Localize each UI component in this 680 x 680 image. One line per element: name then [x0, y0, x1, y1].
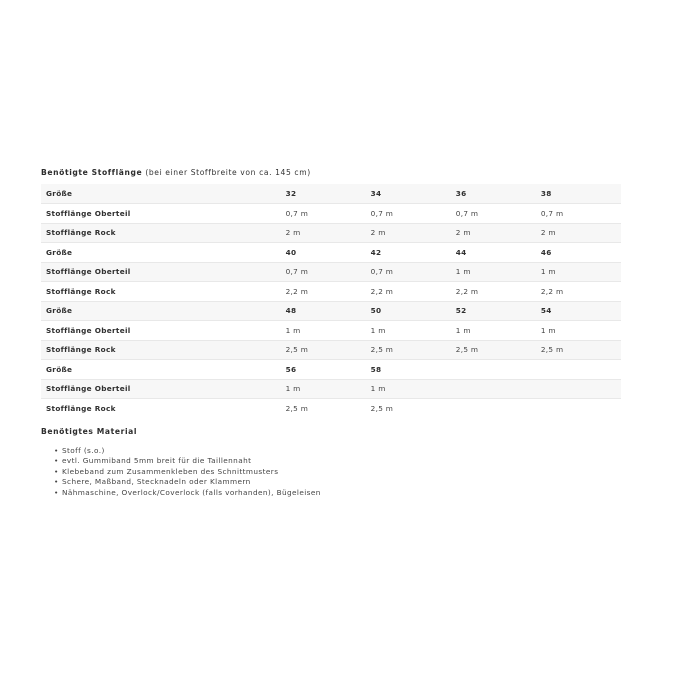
table-row [41, 379, 621, 399]
row-label: Größe [41, 301, 281, 321]
table-body [41, 184, 621, 418]
length-cell: 2,2 m [366, 282, 451, 302]
size-cell: 46 [536, 243, 621, 263]
row-label: Stofflänge Oberteil [41, 262, 281, 282]
list-item [54, 456, 621, 466]
length-cell: 2 m [281, 223, 366, 243]
size-cell: 36 [455, 189, 467, 198]
row-label: Stofflänge Rock [41, 223, 281, 243]
length-cell: 1 m [281, 379, 366, 399]
list-item [54, 488, 621, 498]
size-cell: 56 [281, 360, 366, 380]
length-cell [451, 379, 536, 399]
length-cell: 0,7 m [281, 204, 366, 224]
list-item [54, 446, 621, 456]
length-cell: 2,5 m [281, 399, 366, 419]
row-label: Stofflänge Rock [41, 340, 281, 360]
table-row [41, 204, 621, 224]
list-item [54, 467, 621, 477]
length-cell: 1 m [366, 379, 451, 399]
length-cell: 0,7 m [281, 262, 366, 282]
length-cell: 0,7 m [536, 204, 621, 224]
length-cell: 2,2 m [281, 282, 366, 302]
size-cell: 42 [366, 243, 451, 263]
list-item-text: Nähmaschine, Overlock/Coverlock (falls vorhanden), Bügeleisen [62, 487, 321, 497]
table-row [41, 399, 621, 419]
length-cell: 1 m [281, 321, 366, 341]
length-cell: 2 m [366, 223, 451, 243]
fabric-length-title: Benötigte Stofflänge [41, 168, 143, 177]
table-row [41, 282, 621, 302]
row-label: Größe [41, 243, 281, 263]
row-label: Stofflänge Rock [41, 282, 281, 302]
size-cell: 44 [451, 243, 536, 263]
content-area [41, 167, 621, 498]
size-cell: 40 [281, 243, 366, 263]
fabric-length-heading [41, 167, 621, 179]
length-cell: 1 m [366, 321, 451, 341]
length-cell: 0,7 m [451, 204, 536, 224]
size-cell: 52 [451, 301, 536, 321]
size-row [41, 243, 621, 263]
size-cell: 50 [366, 301, 451, 321]
length-cell: 2,5 m [451, 340, 536, 360]
bullet-icon: • [54, 466, 59, 476]
size-row [41, 301, 621, 321]
length-cell: 2,5 m [536, 340, 621, 360]
length-cell: 2,2 m [536, 282, 621, 302]
length-cell: 1 m [536, 262, 621, 282]
length-cell: 2,5 m [366, 340, 451, 360]
row-label: Stofflänge Rock [41, 399, 281, 419]
length-cell: 2,2 m [451, 282, 536, 302]
bullet-icon: • [54, 456, 59, 466]
length-cell: 0,7 m [366, 262, 451, 282]
list-item [54, 477, 621, 487]
size-cell: 54 [536, 301, 621, 321]
bullet-icon: • [54, 477, 59, 487]
size-cell [536, 360, 621, 380]
bullet-icon: • [54, 487, 59, 497]
size-cell: 32 [285, 189, 297, 198]
length-cell: 2 m [451, 223, 536, 243]
size-row [41, 184, 621, 204]
length-cell: 1 m [451, 321, 536, 341]
row-label: Stofflänge Oberteil [41, 204, 281, 224]
length-cell: 2 m [536, 223, 621, 243]
size-cell [451, 360, 536, 380]
length-cell: 2,5 m [366, 399, 451, 419]
table-row [41, 340, 621, 360]
size-row [41, 360, 621, 380]
list-item-text: Schere, Maßband, Stecknadeln oder Klammern [62, 477, 251, 487]
table-row [41, 223, 621, 243]
size-cell: 48 [281, 301, 366, 321]
size-cell: 38 [540, 189, 552, 198]
table-row [41, 262, 621, 282]
row-label: Größe [41, 360, 281, 380]
bullet-icon: • [54, 446, 59, 455]
fabric-length-table [41, 184, 621, 418]
material-heading: Benötigtes Material [41, 427, 138, 436]
length-cell [536, 399, 621, 419]
list-item-text: evtl. Gummiband 5mm breit für die Taillennaht [62, 456, 252, 466]
row-label: Stofflänge Oberteil [41, 321, 281, 341]
length-cell: 0,7 m [366, 204, 451, 224]
material-list [41, 446, 621, 498]
table-row [41, 321, 621, 341]
size-cell: 58 [366, 360, 451, 380]
length-cell: 1 m [451, 262, 536, 282]
length-cell [451, 399, 536, 419]
row-label: Größe [46, 189, 73, 198]
length-cell: 2,5 m [281, 340, 366, 360]
length-cell: 1 m [536, 321, 621, 341]
size-cell: 34 [370, 189, 382, 198]
length-cell [536, 379, 621, 399]
list-item-text: Klebeband zum Zusammenkleben des Schnittmusters [62, 466, 279, 476]
fabric-width-note: (bei einer Stoffbreite von ca. 145 cm) [145, 168, 311, 177]
row-label: Stofflänge Oberteil [41, 379, 281, 399]
list-item-text: Stoff (s.o.) [62, 446, 105, 455]
